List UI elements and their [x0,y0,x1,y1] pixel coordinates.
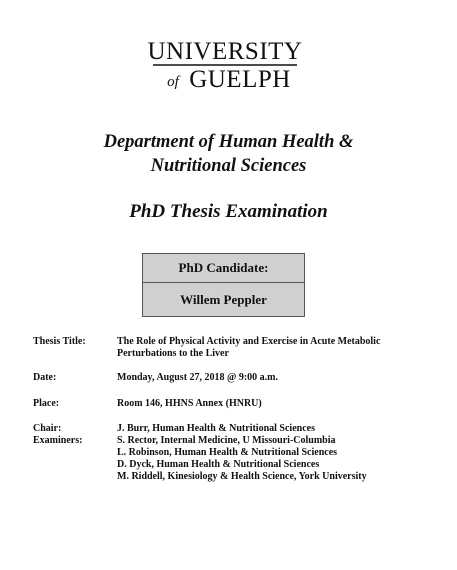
university-logo [140,37,310,95]
committee-member: S. Rector, Internal Medicine, U Missouri-Columbia [117,435,336,446]
thesis-title-label: Thesis Title: [33,336,86,347]
committee-list [117,423,417,483]
department-line2: Nutritional Sciences [150,156,307,176]
candidate-label: PhD Candidate: [178,260,269,275]
thesis-title-value [117,336,417,360]
department-line1: Department of Human Health & [103,132,354,152]
logo-line1: UNIVERSITY [147,38,303,65]
department-heading [60,130,397,178]
logo-line2: GUELPH [189,66,291,93]
exam-title: PhD Thesis Examination [129,201,328,222]
examiners-label: Examiners: [33,435,83,446]
place-label: Place: [33,398,60,409]
date-value: Monday, August 27, 2018 @ 9:00 a.m. [117,372,278,383]
thesis-title-line2: Perturbations to the Liver [117,348,229,359]
thesis-title-line1: The Role of Physical Activity and Exercise in Acute Metabolic [117,336,381,347]
committee-member: D. Dyck, Human Health & Nutritional Sciences [117,459,320,470]
logo-line2-prefix: of [167,74,179,90]
date-label: Date: [33,372,57,383]
chair-label: Chair: [33,423,62,434]
committee-member: J. Burr, Human Health & Nutritional Sciences [117,423,315,434]
candidate-divider [143,282,304,283]
committee-member: L. Robinson, Human Health & Nutritional Sciences [117,447,338,458]
candidate-name: Willem Peppler [180,292,267,307]
candidate-box [142,253,305,317]
committee-member: M. Riddell, Kinesiology & Health Science, York University [117,471,367,482]
committee-labels [33,423,113,447]
place-value: Room 146, HHNS Annex (HNRU) [117,398,262,409]
